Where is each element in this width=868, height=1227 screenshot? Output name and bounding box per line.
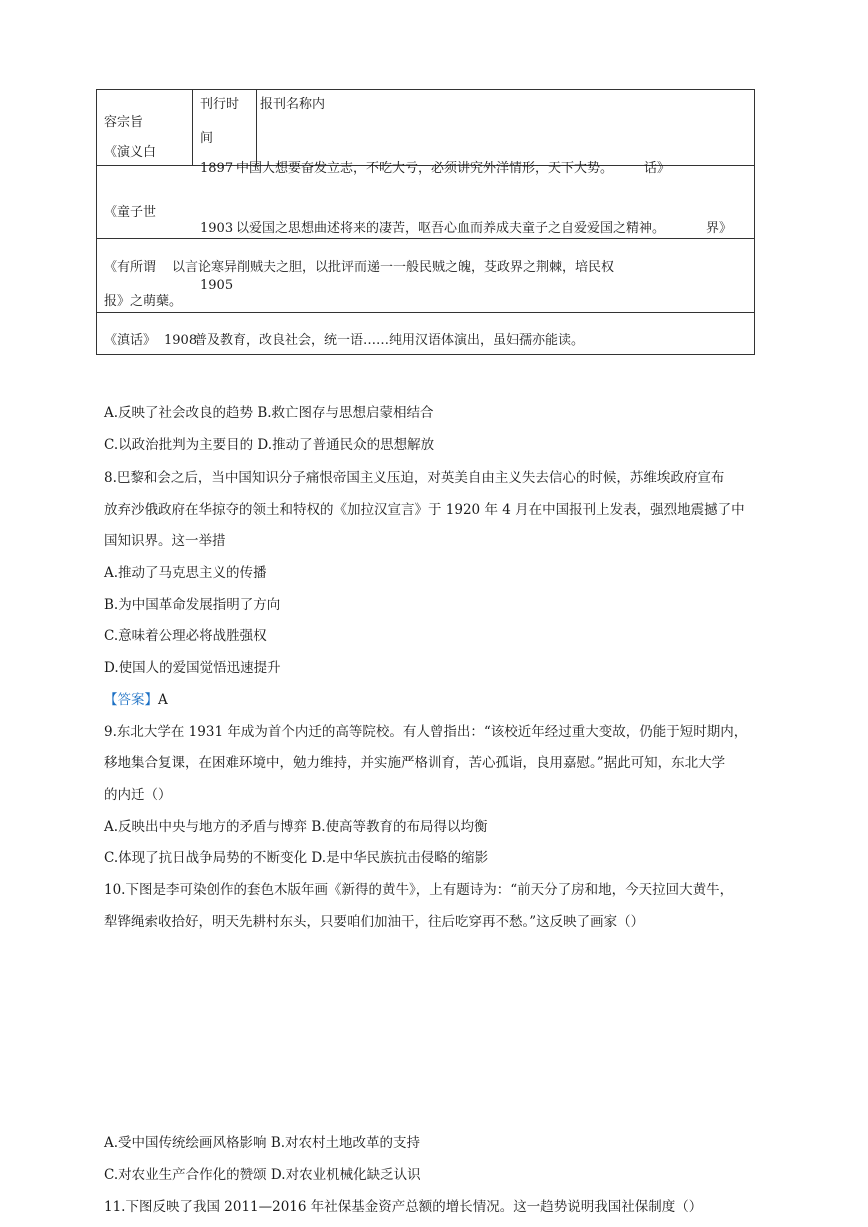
table-col-divider bbox=[192, 89, 193, 165]
q8-option-c: C.意味着公理必将战胜强权 bbox=[104, 628, 267, 644]
row4-name: 《滇话》 bbox=[104, 333, 157, 348]
q8-stem-line1: 8.巴黎和会之后，当中国知识分子痛恨帝国主义压迫，对英美自由主义失去信心的时候，苏维埃政府宣布 bbox=[104, 470, 725, 486]
q9-options-line2: C.体现了抗日战争局势的不断变化 D.是中华民族抗击侵略的缩影 bbox=[104, 850, 489, 866]
table-row-divider bbox=[96, 238, 755, 239]
q7-options-line2: C.以政治批判为主要目的 D.推动了普通民众的思想解放 bbox=[104, 437, 435, 453]
q9-options-line1: A.反映出中央与地方的矛盾与博弈 B.使高等教育的布局得以均衡 bbox=[104, 819, 488, 835]
row2-name: 《童子世 bbox=[104, 205, 157, 220]
row2-name-cont: 界》 bbox=[706, 221, 733, 236]
answer-label: 【答案】 bbox=[104, 692, 158, 708]
table-border-left bbox=[96, 89, 97, 355]
row1-name: 《演义白 bbox=[104, 145, 157, 160]
q9-stem-line1: 9.东北大学在 1931 年成为首个内迁的高等院校。有人曾指出：“该校近年经过重大变故，仍能于短时期内， bbox=[104, 724, 748, 740]
q10-stem-line2: 犁铧绳索收拾好，明天先耕村东头，只要咱们加油干，往后吃穿再不愁。”这反映了画家（） bbox=[104, 914, 645, 930]
q8-option-a: A.推动了马克思主义的传播 bbox=[104, 565, 267, 581]
q9-stem-line3: 的内迁（） bbox=[104, 787, 172, 803]
q10-options-line1: A.受中国传统绘画风格影响 B.对农村土地改革的支持 bbox=[104, 1135, 421, 1151]
table-border-right bbox=[754, 89, 755, 355]
table-border-bottom bbox=[96, 354, 755, 355]
table-row-divider bbox=[96, 312, 755, 313]
q8-stem-line3: 国知识界。这一举措 bbox=[104, 533, 226, 549]
header-cell-name: 报刊名称内 bbox=[260, 97, 326, 112]
q10-options-line2: C.对农业生产合作化的赞颂 D.对农业机械化缺乏认识 bbox=[104, 1167, 421, 1183]
table-col-divider bbox=[256, 89, 257, 165]
row3-content: 以言论寒异削贼夫之胆，以批评而递一一般民贼之魄，芟政界之荆棘，培民权 bbox=[172, 260, 615, 275]
q10-stem-line1: 10.下图是李可染创作的套色木版年画《新得的黄牛》，上有题诗为：“前天分了房和地，今天拉回大黄牛， bbox=[104, 882, 734, 898]
row4-year: 1908 bbox=[164, 333, 198, 348]
answer-value: A bbox=[158, 692, 168, 708]
header-cell-date: 刊行时 bbox=[200, 97, 240, 112]
q9-stem-line2: 移地集合复课，在困难环境中，勉力维持，并实施严格训育，苦心孤诣，良用嘉慰。”据此可知，东北大学 bbox=[104, 755, 726, 771]
q8-option-b: B.为中国革命发展指明了方向 bbox=[104, 597, 281, 613]
q11-stem-line1: 11.下图反映了我国 2011—2016 年社保基金资产总额的增长情况。这一趋势说明我国社保制度（） bbox=[104, 1199, 703, 1215]
row2-content: 以爱国之思想曲述将来的凄苦，呕吾心血而养成夫童子之自爱爱国之精神。 bbox=[236, 221, 666, 236]
row1-content: 中国人想要奋发立志，不吃大亏，必须讲究外洋情形，天下大势。 bbox=[236, 161, 614, 176]
q8-answer bbox=[104, 691, 168, 709]
row3-year: 1905 bbox=[200, 278, 234, 293]
header-cell-content: 容宗旨 bbox=[104, 115, 144, 130]
q8-option-d: D.使国人的爱国觉悟迅速提升 bbox=[104, 660, 281, 676]
table-border-top bbox=[96, 89, 755, 90]
q7-options-line1: A.反映了社会改良的趋势 B.救亡图存与思想启蒙相结合 bbox=[104, 405, 434, 421]
periodicals-table bbox=[96, 89, 755, 355]
row3-name-cont: 报》之萌蘖。 bbox=[104, 294, 183, 309]
header-cell-date-cont: 间 bbox=[200, 131, 214, 146]
q8-stem-line2: 放弃沙俄政府在华掠夺的领土和特权的《加拉汉宣言》于 1920 年 4 月在中国报刊上发表，强烈地震撼了中 bbox=[104, 502, 745, 518]
row3-name: 《有所谓 bbox=[104, 260, 157, 275]
row1-name-cont: 话》 bbox=[644, 161, 671, 176]
row1-year: 1897 bbox=[200, 161, 234, 176]
row2-year: 1903 bbox=[200, 221, 234, 236]
row4-content: 普及教育，改良社会，统一语……纯用汉语体演出，虽妇孺亦能读。 bbox=[194, 333, 585, 348]
